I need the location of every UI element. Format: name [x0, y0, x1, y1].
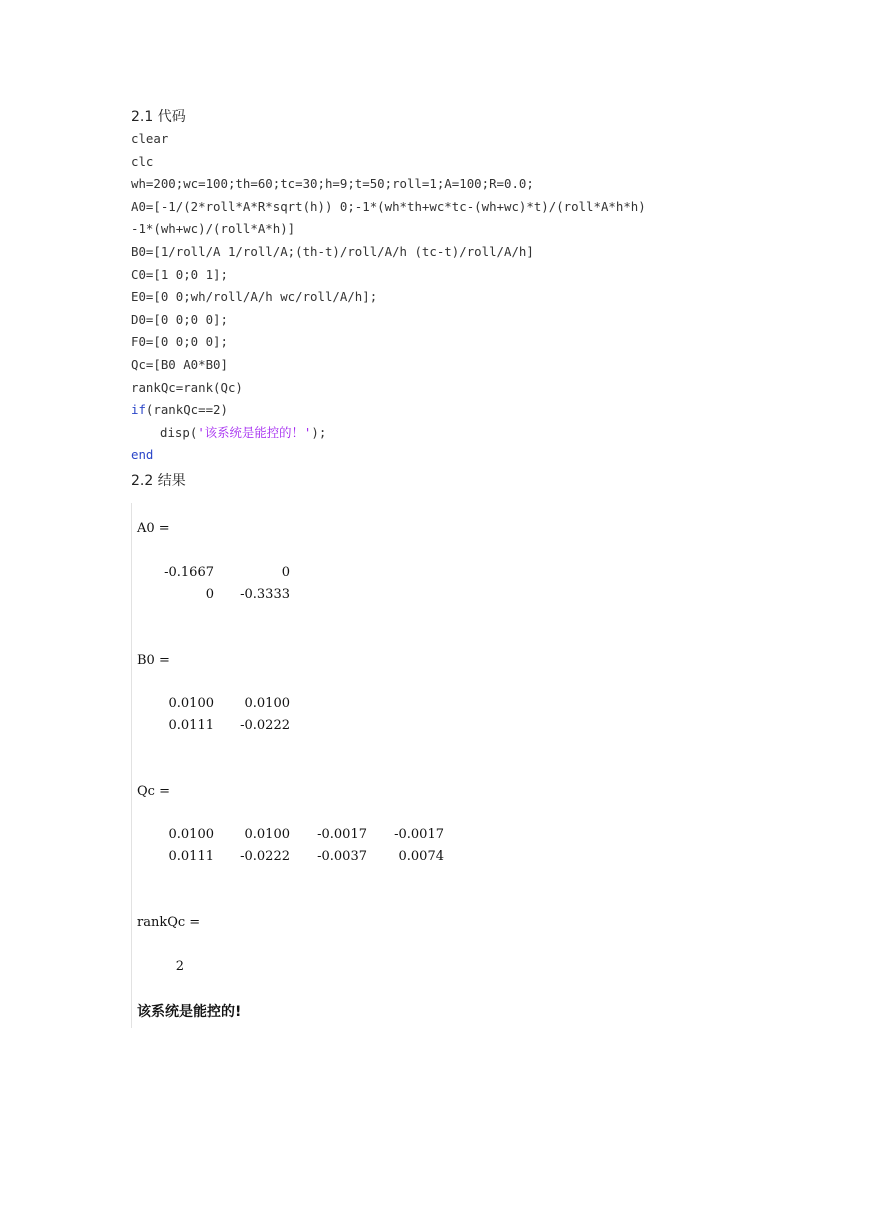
matrix-cell: 0.0100 [168, 696, 214, 711]
matrix-cell: 0.0074 [398, 849, 444, 864]
code-line: F0=[0 0;0 0]; [131, 334, 228, 350]
code-line: C0=[1 0;0 1]; [131, 266, 228, 282]
code-block [131, 128, 646, 467]
disp-close: ); [311, 424, 327, 440]
code-line: E0=[0 0;wh/roll/A/h wc/roll/A/h]; [131, 289, 378, 305]
code-line: rankQc=rank(Qc) [131, 379, 243, 395]
a0-label: A0 = [137, 521, 170, 536]
rankqc-row [132, 959, 492, 977]
matrix-cell: -0.0017 [394, 827, 444, 842]
if-condition: (rankQc==2) [145, 402, 228, 418]
matrix-cell: 0.0100 [168, 827, 214, 842]
matrix-cell: 0.0111 [168, 849, 214, 864]
disp-call: disp( [160, 424, 198, 440]
matrix-cell: 0.0100 [244, 696, 290, 711]
end-keyword: end [131, 447, 154, 463]
if-keyword: if [131, 402, 146, 418]
matrix-cell: -0.0222 [240, 849, 290, 864]
code-line: B0=[1/roll/A 1/roll/A;(th-t)/roll/A/h (tc-t)/roll/A/h] [131, 243, 534, 259]
b0-label: B0 = [137, 653, 170, 668]
code-line: clear [131, 131, 169, 146]
controllable-message: 该系统是能控的! [137, 1004, 242, 1020]
qc-label: Qc = [137, 784, 170, 799]
code-line: -1*(wh+wc)/(roll*A*h)] [131, 221, 296, 237]
code-line: A0=[-1/(2*roll*A*R*sqrt(h)) 0;-1*(wh*th+wc*tc-(wh+wc)*t)/(roll*A*h*h) [131, 198, 646, 214]
qc-row [132, 827, 492, 845]
b0-row [132, 696, 492, 714]
qc-row [132, 849, 492, 867]
matrix-cell: -0.0017 [317, 827, 367, 842]
matrix-cell: 0 [205, 587, 214, 602]
a0-row [132, 565, 492, 583]
code-line: Qc=[B0 A0*B0] [131, 356, 228, 372]
code-section-heading: 2.1 代码 [131, 109, 186, 125]
matrix-cell: -0.3333 [240, 587, 290, 602]
console-output [131, 503, 492, 1028]
rankqc-value: 2 [175, 959, 184, 974]
rankqc-label: rankQc = [137, 915, 201, 930]
code-line-if [131, 399, 646, 422]
matrix-cell: -0.0037 [317, 849, 367, 864]
a0-row [132, 587, 492, 605]
result-section-heading: 2.2 结果 [131, 473, 186, 489]
code-line: clc [131, 153, 154, 169]
b0-row [132, 718, 492, 736]
matrix-cell: 0.0111 [168, 718, 214, 733]
matrix-cell: 0 [281, 565, 290, 580]
code-line: D0=[0 0;0 0]; [131, 311, 228, 327]
matrix-cell: -0.1667 [164, 565, 214, 580]
code-line-disp [131, 422, 646, 445]
disp-string: '该系统是能控的！' [197, 424, 312, 440]
matrix-cell: -0.0222 [240, 718, 290, 733]
matrix-cell: 0.0100 [244, 827, 290, 842]
code-line: wh=200;wc=100;th=60;tc=30;h=9;t=50;roll=1;A=100;R=0.0; [131, 176, 534, 192]
